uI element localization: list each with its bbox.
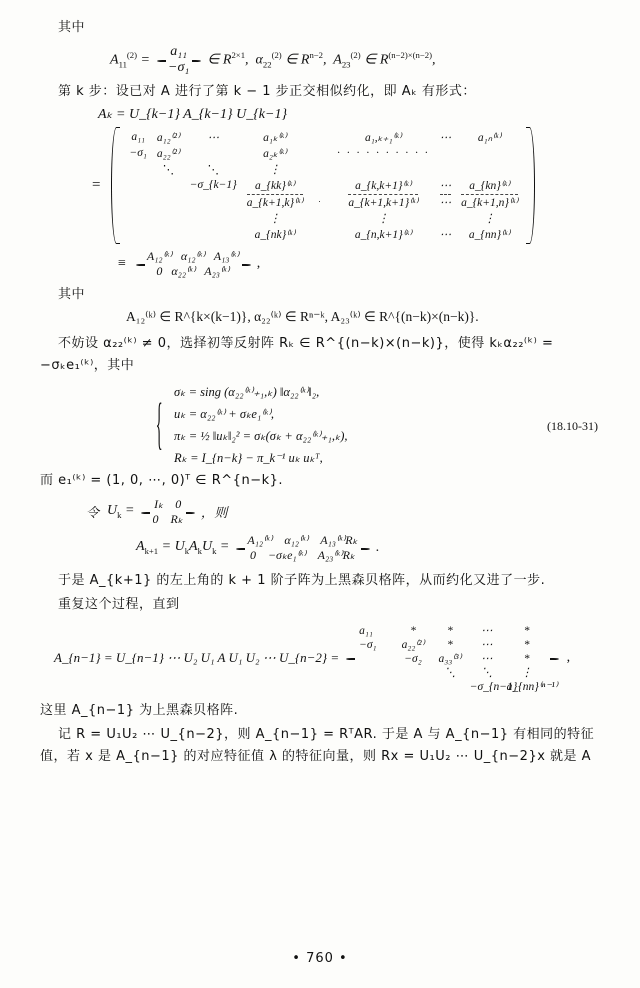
- eq1-matrix: [154, 44, 203, 76]
- equation-2: [98, 106, 606, 123]
- paren-right-icon: [526, 127, 539, 244]
- matrix-cell: · · · · · · · · · ·: [336, 147, 430, 160]
- text-ling: 令: [86, 506, 100, 522]
- matrix-cell: a₁ₙ⁽ᵏ⁾: [477, 132, 502, 145]
- matrix-cell: a_{kn}⁽ᵏ⁾: [469, 180, 510, 193]
- eq2-text: Aₖ = U_{k−1} A_{k−1} U_{k−1}: [98, 107, 288, 123]
- matrix-cell: A₁₂⁽ᵏ⁾: [247, 532, 273, 547]
- comma: ,: [256, 256, 261, 272]
- matrix-row: [247, 533, 357, 548]
- matrix-cell: ⋯: [440, 194, 452, 209]
- matrix-cell: ⋱: [207, 164, 219, 177]
- matrix-row: [247, 548, 357, 563]
- equation-big-matrix-row: [92, 127, 606, 244]
- cases-group: [156, 381, 606, 469]
- equation-U-def: [86, 497, 606, 527]
- matrix-cell: a₂ₖ⁽ᵏ⁾: [263, 148, 287, 161]
- matrix-cell: A₂₃⁽ᵏ⁾: [204, 264, 230, 279]
- matrix-cell: a_{k+1,n}⁽ᵏ⁾: [461, 194, 518, 209]
- matrix-cell: α₂₂⁽ᵏ⁾: [171, 264, 196, 279]
- eq1-lhs: $A_{11}^{(2)}$ =: [110, 50, 150, 70]
- matrix-cell: a_{n,k+1}⁽ᵏ⁾: [354, 229, 412, 242]
- U-lhs: $U_k$ =: [103, 503, 135, 521]
- matrix-cell: ⋯: [481, 653, 493, 666]
- big-matrix: [108, 127, 538, 244]
- matrix-row: [147, 249, 239, 264]
- equation-4: A₁₂⁽ᵏ⁾ ∈ R^{k×(k−1)}, α₂₂⁽ᵏ⁾ ∈ Rⁿ⁻ᵏ, A₂₃⁽ᵏ⁾ ∈ R^{(n−k)×(n−k)}.: [126, 309, 479, 325]
- text-line-hessenberg-note: 这里 A_{n−1} 为上黑森贝格阵.: [40, 703, 239, 719]
- text-line-step-k: 第 k 步：设已对 A 进行了第 k − 1 步正交相似约化，即 Aₖ 有形式：: [58, 84, 476, 100]
- text-line-qizhong-2: 其中: [58, 287, 86, 303]
- matrix-row: [152, 512, 182, 527]
- matrix-cell: a_{k+1,k+1}⁽ᵏ⁾: [348, 194, 418, 209]
- matrix-cell: *: [447, 639, 453, 652]
- matrix-cell: ⋮: [377, 213, 389, 226]
- matrix-cell: a_{k+1,k}⁽ᵏ⁾: [247, 194, 303, 209]
- text-line-e1: 而 e₁⁽ᵏ⁾ = (1, 0, ⋯, 0)ᵀ ∈ R^{n−k}.: [40, 472, 284, 488]
- matrix-cell: ⋮: [269, 164, 281, 177]
- matrix-cell: a_{k,k+1}⁽ᵏ⁾: [355, 180, 412, 193]
- equation-cases-block: [40, 381, 606, 469]
- matrix-cell: ⋮: [483, 213, 496, 226]
- matrix-cell: A₁₃⁽ᵏ⁾Rₖ: [320, 532, 358, 547]
- text-line-yushi: 于是 A_{k+1} 的左上角的 k + 1 阶子阵为上黑森贝格阵，从而约化又进了一步.: [58, 572, 546, 588]
- matrix-cell: 0: [152, 511, 159, 526]
- matrix-cell: *: [523, 639, 530, 652]
- matrix-row: [152, 497, 182, 512]
- text-line-repeat: 重复这个过程，直到: [58, 596, 180, 612]
- matrix-cell: *: [410, 625, 416, 638]
- matrix-cell: ⋯: [439, 180, 452, 193]
- page-content: [40, 18, 606, 918]
- matrix-row: [359, 651, 547, 665]
- text-line-eigen: 值，若 x 是 A_{n−1} 的对应特征值 λ 的特征向量，则 Rx = U₁U₂ ⋯ U_{n−2}x 就是 A: [40, 749, 592, 765]
- matrix-divider: [319, 201, 320, 202]
- matrix-cell: ⋮: [520, 667, 533, 680]
- equation-5: [136, 533, 606, 563]
- equation-6: [54, 623, 606, 693]
- matrix-cell: 0: [175, 496, 182, 511]
- text-line-assume-cont: −σₖe₁⁽ᵏ⁾，其中: [40, 358, 135, 374]
- matrix-cell: Rₖ: [170, 511, 183, 526]
- matrix-cell: a₁ₖ⁽ᵏ⁾: [263, 132, 287, 145]
- matrix-cell: a₁₂⁽²⁾: [156, 132, 180, 145]
- text-line-qizhong-1: 其中: [58, 20, 86, 35]
- matrix-row: [359, 679, 558, 694]
- matrix-cell: a₁₁: [359, 625, 373, 638]
- matrix-cell: −σ₁: [168, 60, 190, 76]
- matrix-row: [359, 623, 547, 637]
- matrix-cell: −σ₁: [359, 639, 377, 652]
- matrix-cell: *: [523, 625, 530, 638]
- matrix-cell: ⋯: [439, 229, 452, 242]
- case-line-3: πₖ = ½ ‖uₖ‖₂² = σₖ(σₖ + α₂₂⁽ᵏ⁾₊₁,ₖ),: [174, 428, 348, 443]
- matrix-cell: a_{nn}⁽ᵏ⁾: [468, 229, 511, 242]
- matrix-cell: 0: [249, 547, 256, 562]
- equation-3-equiv: [118, 249, 606, 279]
- period: .: [375, 539, 380, 555]
- comma: ,: [566, 650, 571, 666]
- matrix-cell: ⋯: [481, 625, 493, 638]
- big-matrix-grid: [121, 127, 525, 244]
- case-line-4: Rₖ = I_{n−k} − π_k⁻¹ uₖ uₖᵀ,: [174, 450, 323, 465]
- matrix-cell: a₂₂⁽²⁾: [156, 148, 180, 161]
- matrix-cell: ⋱: [162, 164, 175, 177]
- matrix-cell: −σ₂: [404, 653, 422, 666]
- matrix-cell: ⋱: [481, 667, 493, 680]
- equals-sign: =: [92, 177, 101, 194]
- block-matrix-5: [233, 533, 371, 563]
- matrix-row: [359, 665, 547, 679]
- text-line-assume: 不妨设 α₂₂⁽ᵏ⁾ ≠ 0，选择初等反射阵 Rₖ ∈ R^{(n−k)×(n−k)}，使得 kₖα₂₂⁽ᵏ⁾ =: [58, 336, 554, 352]
- matrix-cell: A₁₃⁽ᵏ⁾: [213, 249, 239, 264]
- matrix-cell: a_{kk}⁽ᵏ⁾: [254, 180, 295, 193]
- matrix-cell: 0: [156, 264, 163, 279]
- matrix-cell: ⋮: [269, 213, 281, 226]
- identity-sign: ≡: [118, 256, 126, 272]
- matrix-cell: *: [447, 625, 453, 638]
- matrix-cell: α₁₂⁽ᵏ⁾: [180, 249, 205, 264]
- text-ze: ，则: [200, 506, 228, 522]
- matrix-cell: a₂₂⁽²⁾: [401, 639, 425, 652]
- paren-left-icon: [108, 127, 121, 244]
- brace-icon: [156, 381, 168, 469]
- matrix-cell: ⋯: [439, 132, 452, 145]
- text-line-ji-R: 记 R = U₁U₂ ⋯ U_{n−2}，则 A_{n−1} = RᵀAR. 于是 A 与 A_{n−1} 有相同的特征: [58, 727, 595, 743]
- block-matrix-U: [138, 497, 196, 527]
- eq6-lhs: A_{n−1} = U_{n−1} ⋯ U₂ U₁ A U₁ U₂ ⋯ U_{n−2} =: [54, 650, 340, 666]
- matrix-cell: α₁₂⁽ᵏ⁾: [284, 532, 309, 547]
- eq1-rhs: ∈ $R^{2\times 1}$, $\alpha_{22}^{(2)}$ ∈ $R^{n-2}$, $A_{23}^{(2)}$ ∈ $R^{(n-2)\times(n-2)}$,: [207, 50, 436, 70]
- matrix-cell: ⋱: [444, 667, 456, 680]
- matrix-cell: a_{nn}⁽ⁿ⁻¹⁾: [506, 681, 558, 694]
- matrix-cell: ⋯: [207, 132, 219, 145]
- matrix-cell: −σₖe₁⁽ᵏ⁾: [267, 547, 306, 562]
- equation-1: [40, 44, 606, 76]
- matrix-cell: A₂₃⁽ᵏ⁾Rₖ: [317, 547, 356, 562]
- matrix-cell: Iₖ: [154, 496, 164, 511]
- block-matrix-3: [133, 249, 253, 279]
- matrix-cell: a₁,ₖ₊₁⁽ᵏ⁾: [365, 132, 402, 145]
- eq5-lhs: $A_{k+1} = U_kA_kU_k$ =: [136, 539, 230, 557]
- hessenberg-matrix: [343, 623, 563, 693]
- matrix-cell: *: [523, 653, 530, 666]
- case-line-2: uₖ = α₂₂⁽ᵏ⁾ + σₖe₁⁽ᵏ⁾,: [174, 406, 275, 421]
- matrix-cell: ⋯: [481, 639, 493, 652]
- equation-number: (18.10-31): [547, 418, 598, 433]
- matrix-row: [147, 264, 239, 279]
- case-line-1: σₖ = sing (α₂₂⁽ᵏ⁾₊₁,ₖ) ‖α₂₂⁽ᵏ⁾‖₂,: [174, 384, 320, 399]
- matrix-cell: −σ_{n−1}: [469, 681, 518, 694]
- matrix-cell: a₃₃⁽³⁾: [438, 653, 462, 666]
- matrix-cell: A₁₂⁽ᵏ⁾: [146, 249, 172, 264]
- cases-lines: [168, 381, 348, 469]
- matrix-cell: a_{nk}⁽ᵏ⁾: [254, 229, 296, 242]
- matrix-cell: a₁₁: [170, 44, 187, 60]
- matrix-cell: a₁₁: [131, 131, 146, 144]
- page-number: • 760 •: [292, 951, 348, 966]
- matrix-cell: −σ_{k−1}: [189, 179, 237, 192]
- matrix-cell: −σ₁: [129, 147, 147, 160]
- matrix-row: [359, 637, 547, 651]
